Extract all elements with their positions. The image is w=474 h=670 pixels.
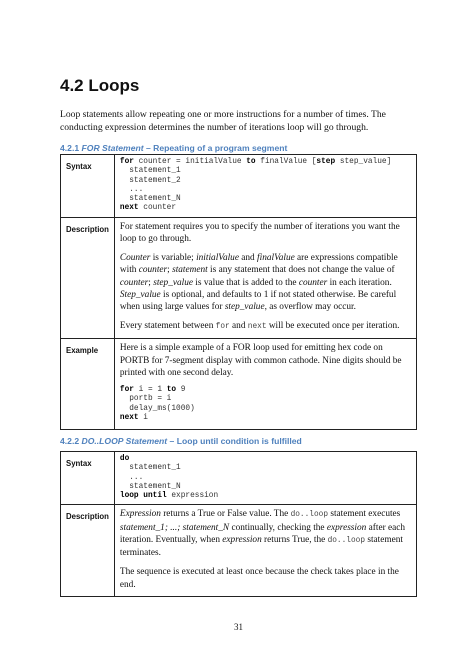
subsection-keyword: FOR Statement [81,143,144,153]
example-paragraph: Here is a simple example of a FOR loop used for emitting hex code on PORTB for 7-segment display with common cathode. Nine digits should be printed with one second delay. [119,343,402,378]
for-syntax-code: for counter = initialValue to finalValue [step step_value] statement_1 statement_2 ... statement_N next counter [119,158,392,213]
section-heading: 4.2 Loops [60,76,140,95]
table-row [61,505,417,596]
description-label: Description [61,505,115,596]
description-paragraph: For statement requires you to specify the number of iterations you want the loop to go through. [119,221,400,244]
description-label: Description [61,217,115,339]
subsection-number: 4.2.2 [60,436,82,446]
description-cell [114,217,416,339]
example-label: Example [61,339,115,430]
syntax-cell [114,452,416,505]
table-row [61,155,417,218]
table-row [61,339,417,430]
subsection-number: 4.2.1 [60,143,82,153]
syntax-label: Syntax [61,452,115,505]
do-loop-statement-table [60,451,417,597]
subsection-title: – Repeating of a program segment [143,143,288,153]
subsection-title: – Loop until condition is fulfilled [167,436,302,446]
for-example-code: for i = 1 to 9 portb = i delay_ms(1000) next i [119,386,195,422]
subsection-keyword: DO..LOOP Statement [81,436,168,446]
intro-paragraph: Loop statements allow repeating one or more instructions for a number of times. The conducting expression determines the number of iterations loop will go through. [60,109,386,133]
description-paragraph: The sequence is executed at least once because the check takes place in the end. [119,567,399,590]
description-paragraph: Counter is variable; initialValue and finalValue are expressions compatible with counter; statement is any statement that does not change the value of counter; step_value is value that is added to the counter in each iteration. Step_value is optional, and defaults to 1 if not stated otherwise. Be careful when using large values for step_value, as overflow may occur. [119,253,398,312]
description-cell [114,505,416,596]
subsection-heading-for [60,143,287,153]
table-row [61,452,417,505]
table-row [61,217,417,339]
syntax-label: Syntax [61,155,115,218]
example-cell [114,339,416,430]
for-statement-table [60,154,417,430]
description-paragraph: Every statement between for and next will be executed once per iteration. [119,321,400,332]
syntax-cell [114,155,416,218]
page-number: 31 [234,622,243,632]
subsection-heading-do-loop [60,436,302,446]
do-loop-syntax-code: do statement_1 ... statement_N loop until expression [119,455,219,501]
description-paragraph: Expression returns a True or False value. The do..loop statement executes statement_1; ...; statement_N continually, checking the expression after each iteration. Eventually, when expression returns True, the do..loop statement terminates. [119,509,406,559]
